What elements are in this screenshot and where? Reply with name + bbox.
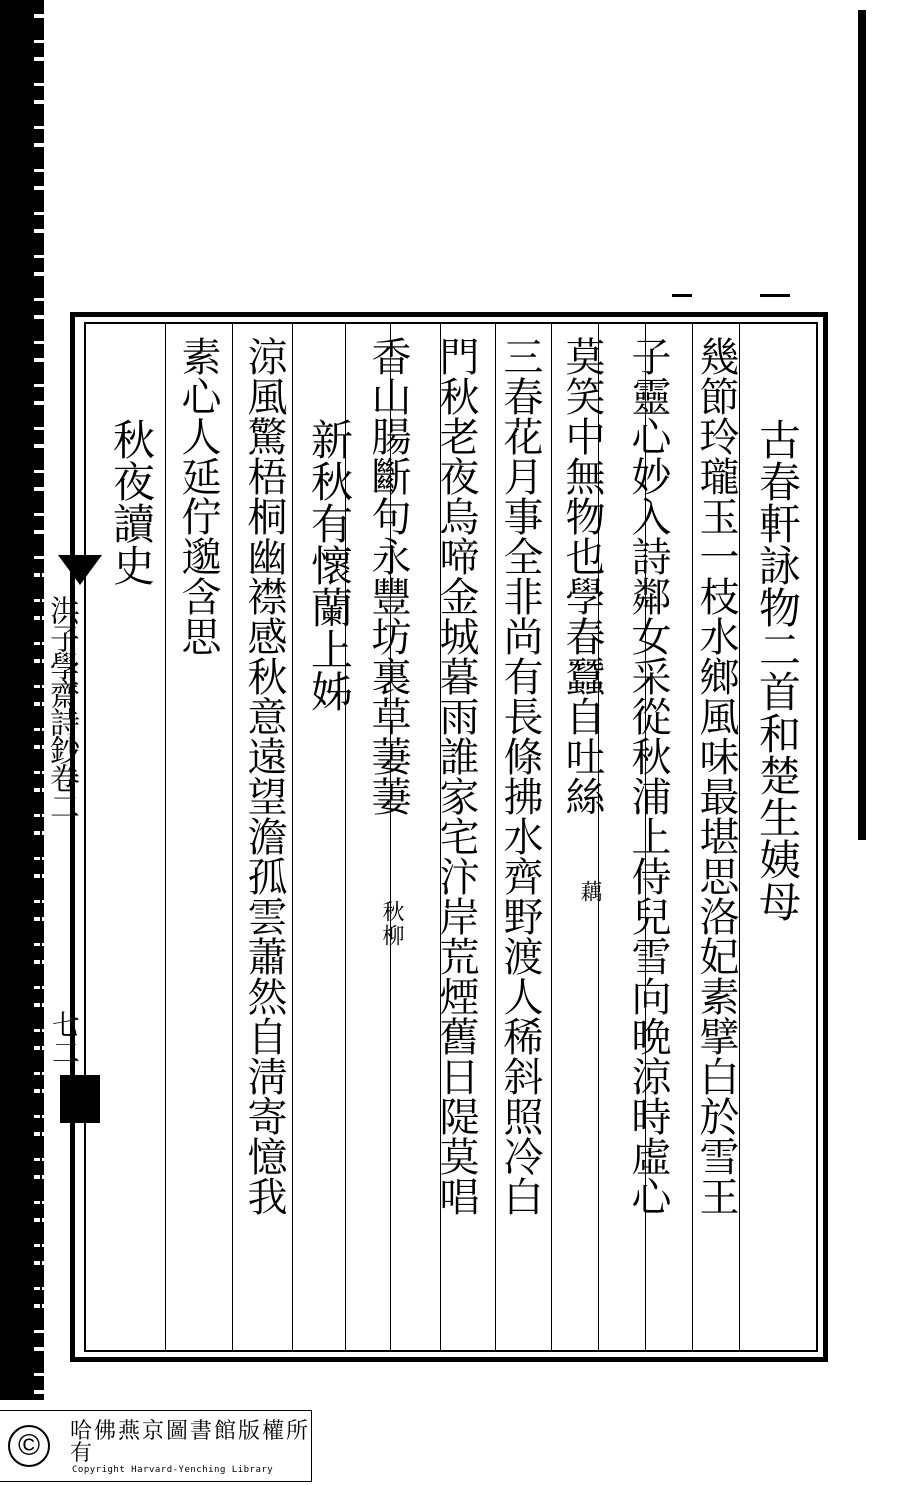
poem-title-3: 秋夜讀史: [107, 418, 156, 586]
column-rule: [292, 322, 293, 1352]
column-rule: [165, 322, 166, 1352]
poem-subtitle-autumn-willow: 秋柳: [379, 900, 404, 948]
copyright-english: Copyright Harvard-Yenching Library: [72, 1465, 274, 1475]
column-rule: [232, 322, 233, 1352]
copyright-icon: ©: [8, 1425, 50, 1467]
poem-title-2: 新秋有懷蘭上姊: [305, 418, 354, 712]
text-column-5: 三春花月事全非尚有長條拂水齊野渡人稀斜照冷白: [497, 336, 543, 1216]
scan-right-edge: [858, 10, 866, 840]
fore-edge-page-number: 七二: [48, 1010, 81, 1066]
scan-speckle: [672, 294, 692, 297]
scan-speckle: [760, 294, 790, 297]
copyright-stamp: [0, 1410, 312, 1482]
scan-left-edge: [0, 0, 34, 1400]
fore-edge-block: [60, 1075, 100, 1123]
copyright-chinese: 哈佛燕京圖書館版權所有: [70, 1419, 311, 1466]
text-column-3: 子靈心妙入詩鄰女采從秋浦上侍兒雪向晩涼時虛心: [625, 336, 671, 1216]
text-column-9: 涼風驚梧桐幽襟感秋意遠望澹孤雲蕭然自淸寄憶我: [241, 336, 287, 1216]
fishtail-mark: [58, 555, 102, 585]
text-column-4: 莫笑中無物也學春蠶自吐絲: [559, 336, 605, 816]
fore-edge-book-title: 洪子學齋詩鈔卷二: [44, 595, 79, 819]
text-column-2: 幾節玲瓏玉一枝水鄉風味最堪思洛妃素擘白於雪王: [693, 336, 739, 1216]
poem-title-1: 古春軒詠物二首和楚生姨母: [753, 418, 802, 922]
poem-subtitle-lotus-root: 藕: [577, 880, 602, 904]
column-rule: [495, 322, 496, 1352]
column-rule: [739, 322, 740, 1352]
column-rule: [551, 322, 552, 1352]
text-column-6: 門秋老夜烏啼金城暮雨誰家宅汴岸荒煙舊日隄莫唱: [433, 336, 479, 1216]
text-column-7: 香山腸斷句永豐坊裏草萋萋: [365, 336, 411, 816]
text-column-10: 素心人延佇邈含思: [175, 336, 221, 656]
